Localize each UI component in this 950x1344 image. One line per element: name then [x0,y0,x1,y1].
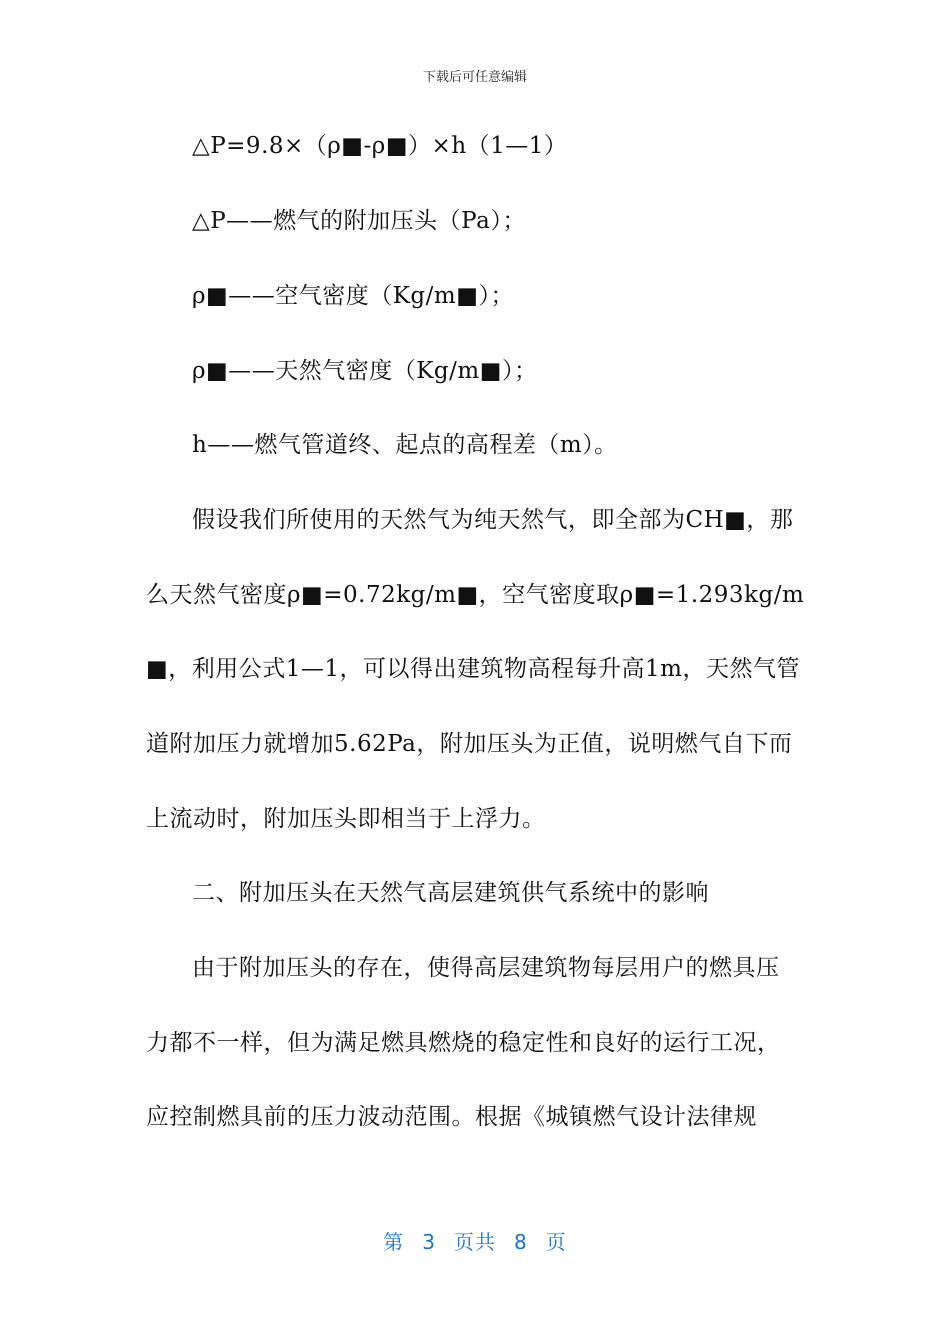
paragraph-line: 假设我们所使用的天然气为纯天然气，即全部为CH■，那 [192,507,794,533]
footer-middle: 页共 [454,1230,496,1254]
footer-prefix: 第 [383,1230,405,1254]
footer-total-pages: 8 [514,1230,528,1254]
page-header: 下载后可任意编辑 [422,70,527,85]
definition-delta-p: △P——燃气的附加压头（Pa）； [192,208,526,234]
definition-air-density: ρ■——空气密度（Kg/m■）； [192,283,514,309]
footer-suffix: 页 [545,1230,567,1254]
paragraph-line: 由于附加压头的存在，使得高层建筑物每层用户的燃具压 [192,955,780,981]
paragraph-line: 力都不一样，但为满足燃具燃烧的稳定性和良好的运行工况， [146,1030,781,1056]
definition-gas-density: ρ■——天然气密度（Kg/m■）； [192,358,538,384]
paragraph-line: 道附加压力就增加5.62Pa，附加压头为正值，说明燃气自下而 [146,731,793,757]
paragraph-line: 么天然气密度ρ■=0.72kg/m■，空气密度取ρ■=1.293kg/m [146,582,805,608]
paragraph-line: ■，利用公式1—1，可以得出建筑物高程每升高1m，天然气管 [146,656,800,682]
paragraph-line: 应控制燃具前的压力波动范围。根据《城镇燃气设计法律规 [146,1104,757,1130]
definition-height: h——燃气管道终、起点的高程差（m）。 [192,432,618,458]
formula-line: △P=9.8×（ρ■-ρ■）×h（1—1） [192,133,568,159]
paragraph-line: 上流动时，附加压头即相当于上浮力。 [146,806,546,832]
page-footer [0,1226,950,1255]
footer-page-number: 3 [422,1230,436,1254]
section-heading: 二、附加压头在天然气高层建筑供气系统中的影响 [192,880,709,906]
